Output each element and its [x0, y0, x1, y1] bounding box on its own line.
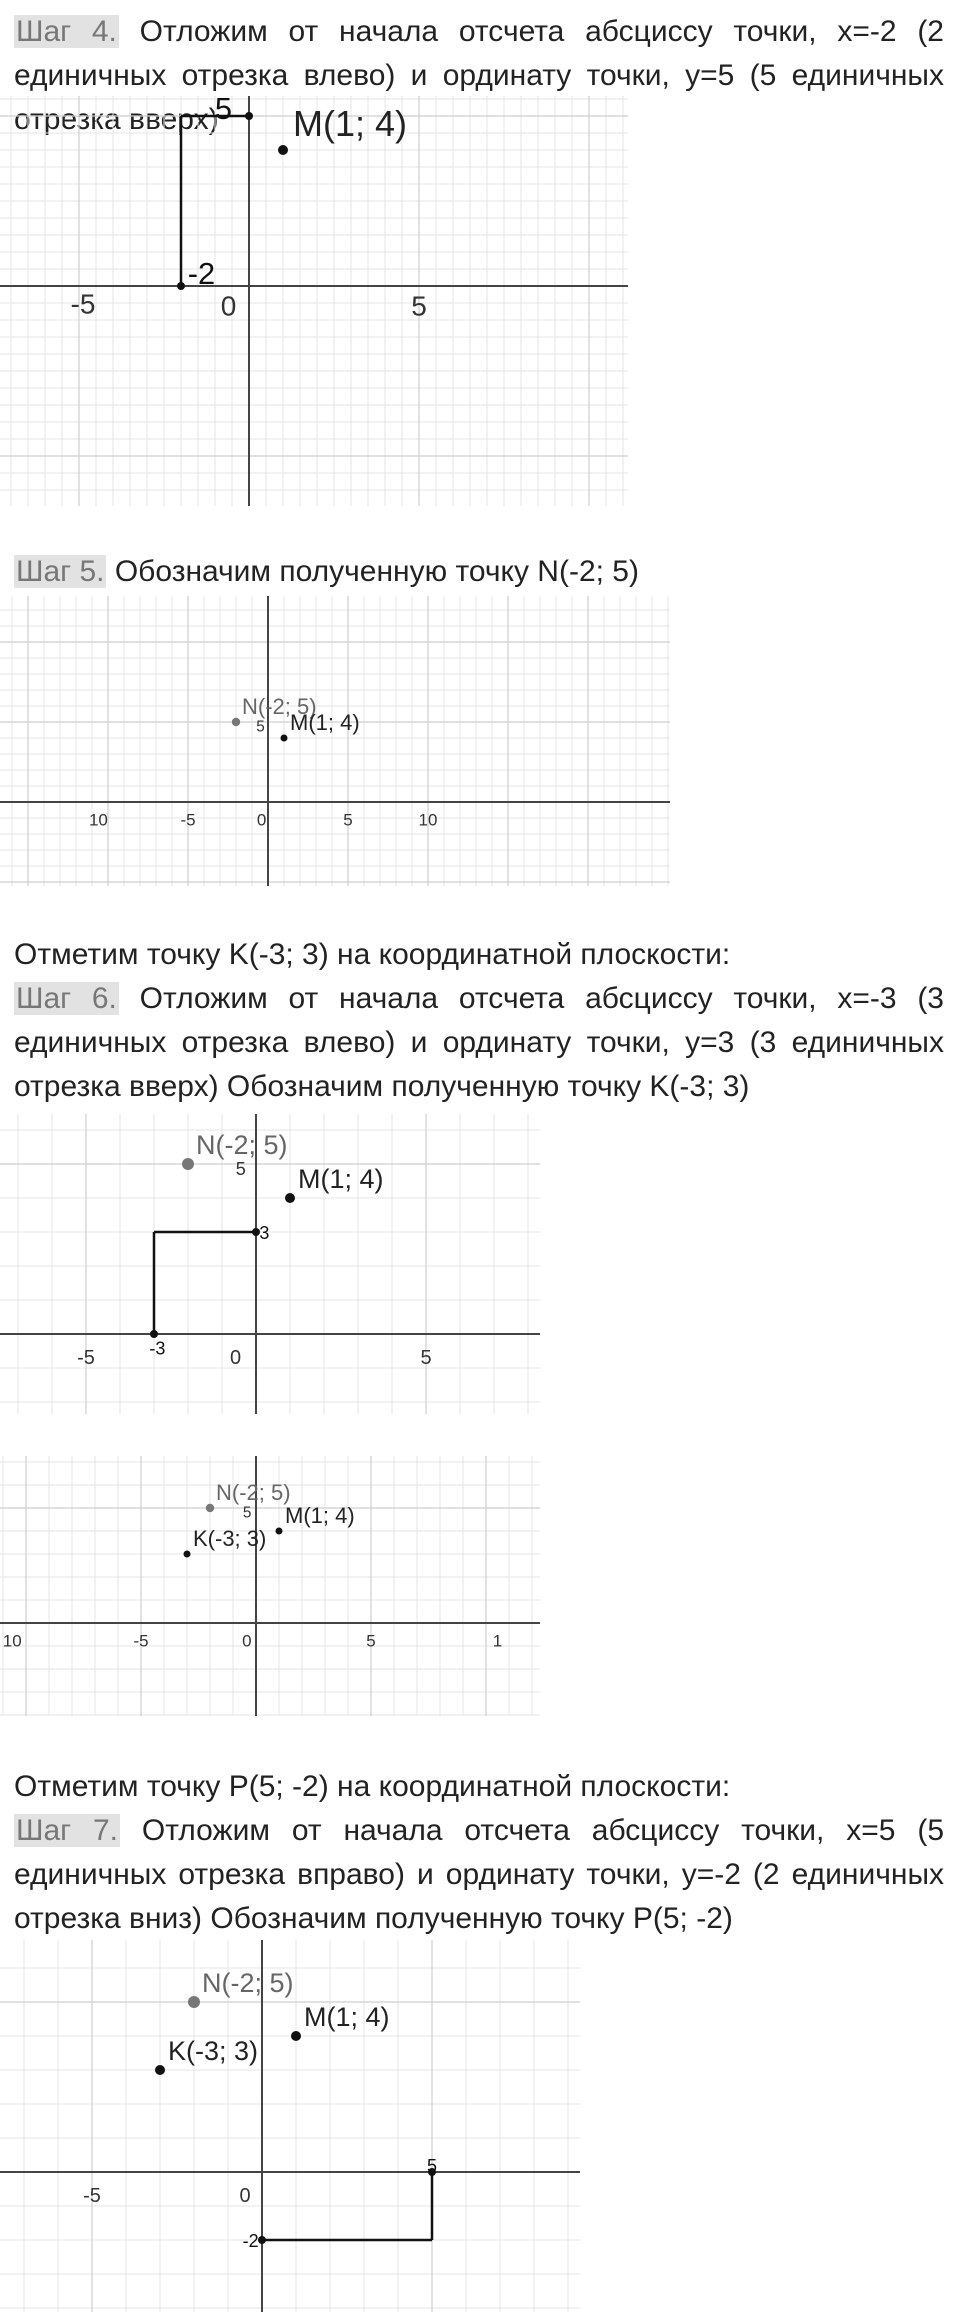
- guide-axis-point: [150, 1330, 158, 1338]
- x-tick-label: 10: [88, 810, 108, 830]
- point-n: [206, 1504, 214, 1512]
- mark-k-text: Отметим точку K(-3; 3) на координатной плоскости:: [14, 938, 731, 971]
- guide-label: -2: [242, 2231, 259, 2251]
- point-label-k: K(-3; 3): [168, 2036, 259, 2066]
- x-tick-label: 5: [343, 810, 353, 830]
- x-tick-label: -5: [83, 2185, 101, 2207]
- figure-step6-result: [0, 1456, 540, 1716]
- point-label-n: N(-2; 5): [202, 1968, 294, 1998]
- guide-label: 5: [214, 91, 232, 126]
- x-tick-label: 0: [239, 2185, 251, 2207]
- x-tick-label: 1: [492, 1631, 503, 1651]
- point-k: [184, 1551, 191, 1558]
- point-n: [182, 1158, 194, 1170]
- x-tick-label: -5: [133, 1631, 149, 1651]
- y-tick-label: 5: [242, 1504, 252, 1522]
- guide-axis-point: [245, 112, 253, 120]
- point-m: [278, 145, 288, 155]
- step7-tag: Шаг 7.: [16, 1814, 119, 1847]
- point-label-n: N(-2; 5): [196, 1130, 288, 1160]
- figure-step6: [0, 1114, 540, 1414]
- x-tick-label: 5: [366, 1631, 376, 1651]
- point-n: [188, 1996, 200, 2008]
- x-tick-label: 10: [418, 810, 438, 830]
- point-label-m: M(1; 4): [290, 710, 360, 735]
- x-tick-label: 0: [242, 1631, 252, 1651]
- x-tick-label: -5: [70, 288, 96, 320]
- x-tick-label: 5: [411, 290, 427, 322]
- step5-paragraph: [14, 550, 944, 594]
- y-tick-label: 5: [256, 718, 265, 736]
- point-k: [155, 2065, 165, 2075]
- point-label-n: N(-2; 5): [216, 1480, 291, 1505]
- step5-tag: Шаг 5.: [16, 555, 105, 588]
- step5-text: Обозначим полученную точку N(-2; 5): [114, 555, 639, 588]
- step6-paragraph: [14, 977, 944, 1109]
- point-label-m: M(1; 4): [285, 1503, 355, 1528]
- point-m: [276, 1528, 283, 1535]
- figure-step7: [0, 1940, 580, 2312]
- point-label-m: M(1; 4): [293, 103, 408, 144]
- point-label-k: K(-3; 3): [193, 1526, 267, 1551]
- x-tick-label: 5: [420, 1347, 432, 1369]
- step7-text: Отложим от начала отсчета абсциссу точки, x=5 (5 единичных отрезка вправо) и ординату точки, y=-2 (2 единичных отрезка вниз) Обозначим полученную точку P(5; -2): [14, 1814, 944, 1935]
- guide-label: -3: [149, 1338, 166, 1359]
- guide-label: -2: [187, 255, 216, 291]
- point-m: [281, 735, 288, 742]
- grid: [0, 596, 670, 886]
- step6-tag: Шаг 6.: [16, 982, 117, 1015]
- point-label-m: M(1; 4): [304, 2002, 390, 2032]
- guide-axis-point: [177, 282, 185, 290]
- figure-step4: [0, 91, 628, 506]
- point-m: [291, 2031, 301, 2041]
- x-tick-label: 0: [220, 290, 237, 322]
- mark-p-text: Отметим точку P(5; -2) на координатной плоскости:: [14, 1770, 731, 1803]
- point-n: [232, 718, 240, 726]
- step4-tag: Шаг 4.: [16, 15, 117, 48]
- x-tick-label: 0: [230, 1347, 242, 1369]
- point-label-m: M(1; 4): [298, 1164, 384, 1194]
- x-tick-label: 10: [2, 1631, 22, 1651]
- step7-paragraph: [14, 1809, 944, 1941]
- guide-label: 5: [426, 2156, 438, 2177]
- x-tick-label: -5: [77, 1347, 95, 1369]
- point-m: [285, 1193, 295, 1203]
- y-tick-label: 5: [235, 1159, 246, 1179]
- step4-text: Отложим от начала отсчета абсциссу точки, x=-2 (2 единичных отрезка влево) и ординату точки, y=5 (5 единичных отрезка вверх): [14, 15, 944, 136]
- guide-label: 3: [259, 1223, 270, 1243]
- guide-axis-point: [258, 2236, 266, 2244]
- x-tick-label: -5: [180, 810, 196, 830]
- figure-step5: [0, 596, 670, 886]
- point-label-n: N(-2; 5): [242, 694, 317, 719]
- x-tick-label: 0: [256, 810, 267, 830]
- step6-text: Отложим от начала отсчета абсциссу точки, x=-3 (3 единичных отрезка влево) и ординату точки, y=3 (3 единичных отрезка вверх) Обозначим полученную точку K(-3; 3): [14, 982, 944, 1103]
